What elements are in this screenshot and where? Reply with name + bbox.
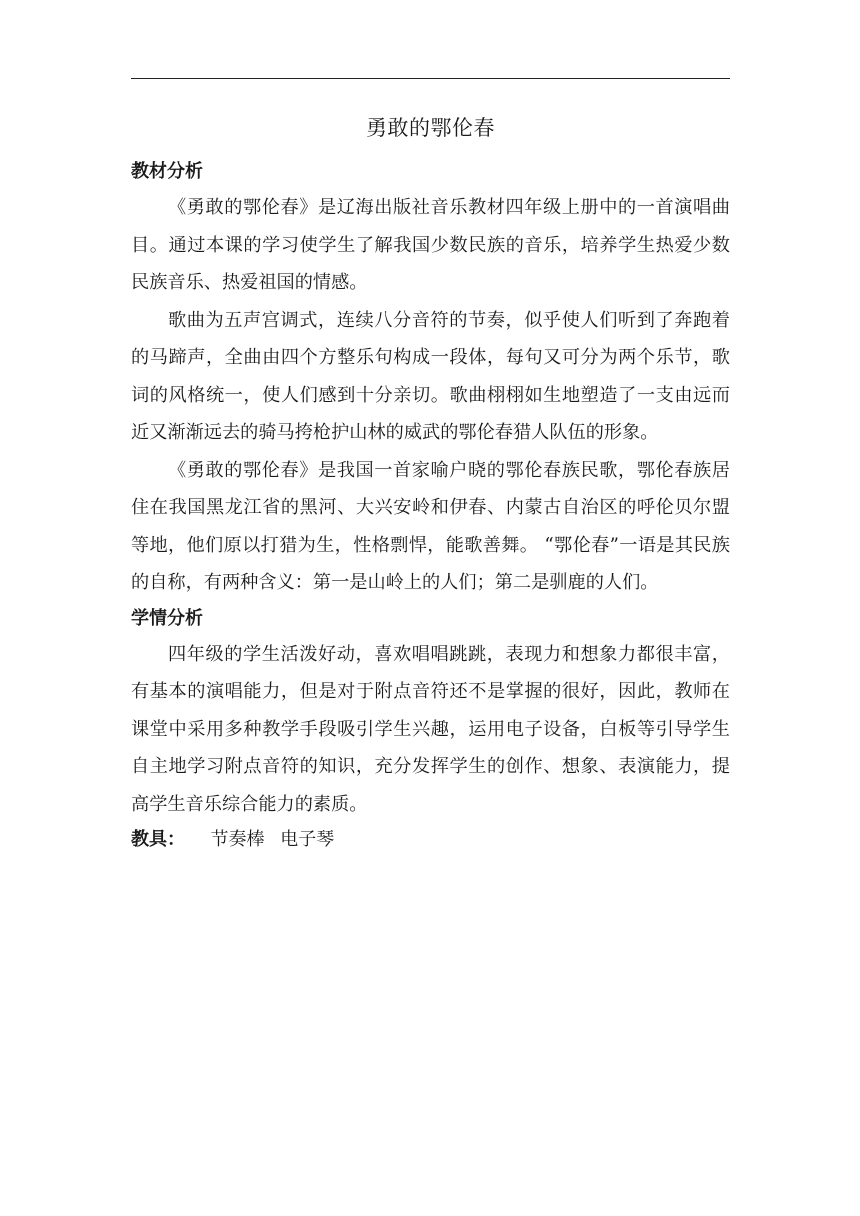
paragraph: 歌曲为五声宫调式，连续八分音符的节奏，似乎使人们听到了奔跑着的马蹄声，全曲由四个方整乐句构成一段体，每句又可分为两个乐节，歌词的风格统一，使人们感到十分亲切。歌曲栩栩如生地塑造了一支由远而近又渐渐远去的骑马挎枪护山林的威武的鄂伦春猎人队伍的形象。	[131, 309, 730, 443]
paragraph: 《勇敢的鄂伦春》是辽海出版社音乐教材四年级上册中的一首演唱曲目。通过本课的学习使学生了解我国少数民族的音乐，培养学生热爱少数民族音乐、热爱祖国的情感。	[131, 197, 730, 293]
header-rule	[131, 78, 730, 79]
section-heading-textbook-analysis: 教材分析	[131, 161, 203, 182]
teaching-tool-item: 节奏棒	[210, 829, 265, 850]
teaching-tools-label: 教具：	[131, 829, 185, 850]
document-body	[131, 155, 730, 857]
teaching-tool-item: 电子琴	[280, 829, 335, 850]
paragraph: 《勇敢的鄂伦春》是我国一首家喻户晓的鄂伦春族民歌，鄂伦春族居住在我国黑龙江省的黑河、大兴安岭和伊春、内蒙古自治区的呼伦贝尔盟等地，他们原以打猎为生，性格剽悍，能歌善舞。 “鄂伦春”一语是其民族的自称，有两种含义：第一是山岭上的人们；第二是驯鹿的人们。	[131, 459, 730, 593]
teaching-tools	[131, 823, 730, 857]
paragraph: 四年级的学生活泼好动，喜欢唱唱跳跳，表现力和想象力都很丰富，有基本的演唱能力，但是对于附点音符还不是掌握的很好，因此，教师在课堂中采用多种教学手段吸引学生兴趣，运用电子设备，白板等引导学生自主地学习附点音符的知识，充分发挥学生的创作、想象、表演能力，提高学生音乐综合能力的素质。	[131, 643, 730, 815]
document-title: 勇敢的鄂伦春	[366, 116, 495, 140]
section-heading-student-analysis: 学情分析	[131, 607, 203, 629]
